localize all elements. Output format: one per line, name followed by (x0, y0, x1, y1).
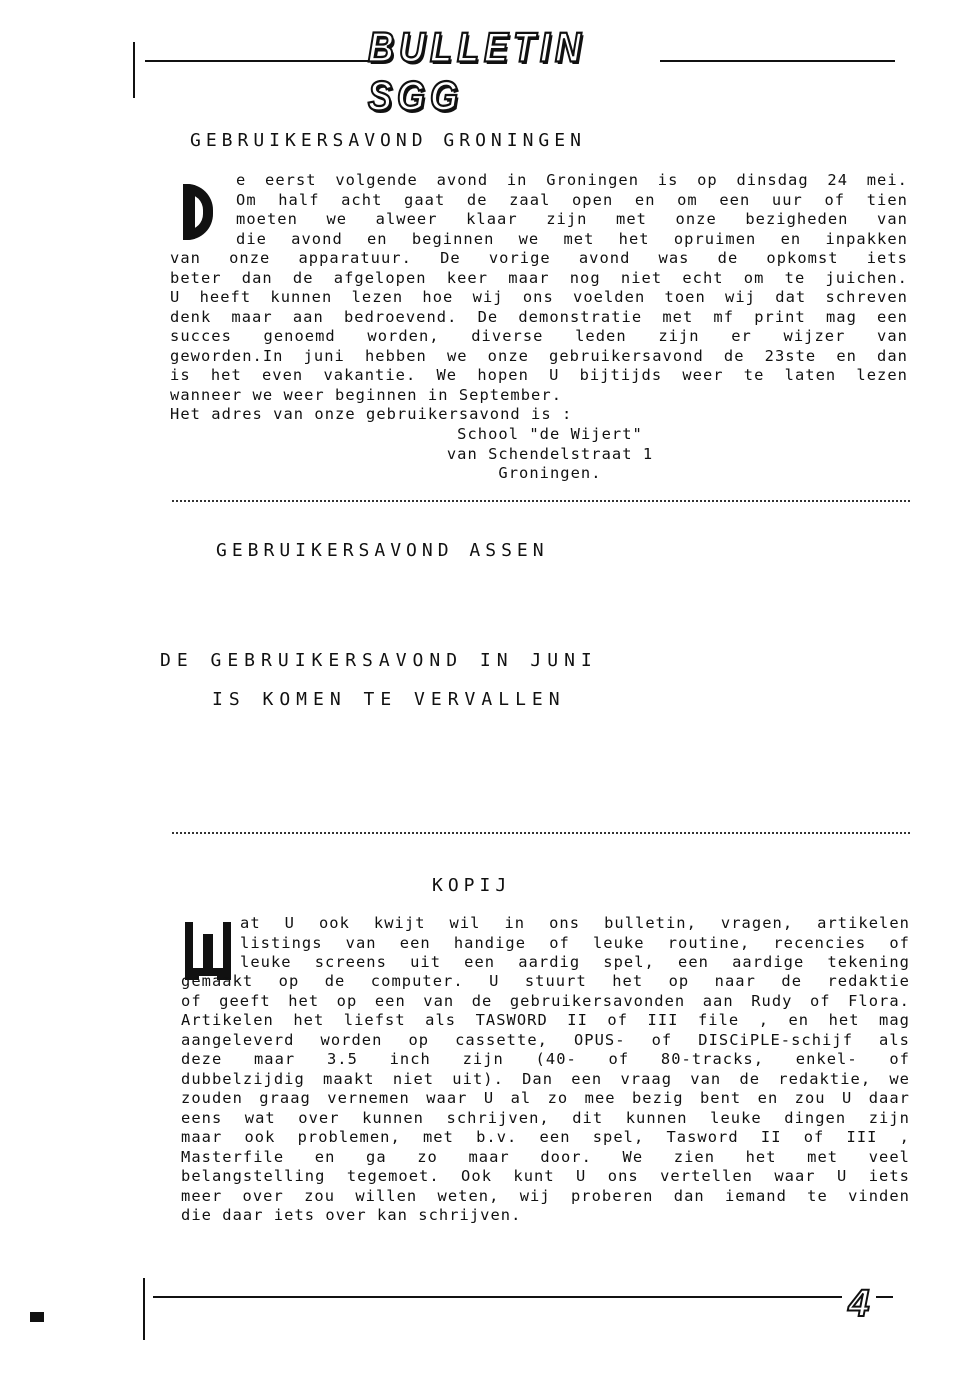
text-line: gemaakt op de computer. U stuurt het op naar de redaktie (181, 972, 910, 990)
text-line: Het adres van onze gebruikersavond is : (170, 405, 573, 423)
text-line: beter dan de afgelopen keer maar nog niet echt om te juichen. (170, 268, 908, 287)
text-line: deze maar 3.5 inch zijn (40- of 80-tracks, enkel- of (181, 1050, 910, 1068)
dropcap-d (183, 184, 213, 240)
footer-horizontal-rule (153, 1296, 893, 1298)
text-line: dubbelzijdig maakt niet uit). Dan een vraag van de redaktie, we (181, 1069, 910, 1088)
divider-2 (172, 832, 910, 834)
address-school: School "de Wijert" (457, 425, 643, 443)
text-line: Masterfile en ga zo maar door. We zien het met veel (181, 1147, 910, 1166)
page-number-box (842, 1282, 876, 1326)
address-street: van Schendelstraat 1 (446, 444, 654, 463)
groningen-body (170, 249, 908, 425)
text-line: geworden.In juni hebben we onze gebruikersavond de 23ste en dan (170, 346, 908, 365)
header-vertical-rule (133, 42, 135, 98)
text-line: of geeft het op een van de gebruikersavonden aan Rudy of Flora. (181, 991, 910, 1010)
heading-groningen: GEBRUIKERSAVOND GRONINGEN (190, 130, 586, 151)
heading-assen: GEBRUIKERSAVOND ASSEN (216, 540, 549, 561)
text-line: denk maar aan bedroevend. De demonstratie met mf print mag een (170, 307, 908, 326)
groningen-intro-lines (236, 171, 908, 249)
text-line: eens wat over kunnen schrijven, dit kunnen leuke dingen zijn (181, 1108, 910, 1127)
text-line: meer over zou willen weten, wij proberen dan iemand te vinden (181, 1186, 910, 1205)
text-line: aangeleverd worden op cassette, OPUS- of DISCiPLE-schijf als (181, 1030, 910, 1049)
bulletin-logo (368, 23, 660, 120)
text-line: maar ook problemen, met b.v. een spel, Tasword II of III , (181, 1128, 910, 1146)
text-line: belangstelling tegemoet. Ook kunt U ons vertellen waar U iets (181, 1167, 910, 1185)
binding-mark (30, 1312, 44, 1322)
text-line: Artikelen het liefst als TASWORD II of III file , en het mag (181, 1011, 910, 1029)
logo-text: BULLETIN SGG (368, 23, 586, 120)
text-line: is het even vakantie. We hopen U bijtijds weer te laten lezen (170, 366, 908, 384)
notice-line-2: IS KOMEN TE VERVALLEN (212, 689, 566, 710)
divider-1 (172, 500, 910, 502)
page-number: 4 (848, 1282, 870, 1325)
text-line: die daar iets over kan schrijven. (181, 1206, 522, 1224)
kopij-intro-lines (240, 914, 910, 973)
notice-line-1: DE GEBRUIKERSAVOND IN JUNI (160, 650, 598, 671)
heading-kopij: KOPIJ (432, 875, 512, 896)
text-line: at U ook kwijt wil in ons bulletin, vragen, artikelen (240, 914, 910, 932)
text-line: van onze apparatuur. De vorige avond was de opkomst iets (170, 249, 908, 267)
text-line: e eerst volgende avond in Groningen is op dinsdag 24 mei. (236, 171, 908, 189)
text-line: die avond en beginnen we met het opruimen en inpakken (236, 229, 908, 248)
text-line: zouden graag vernemen waar U al zo mee bezig bent en zou U daar (181, 1089, 910, 1107)
text-line: moeten we alweer klaar zijn met onze bezigheden van (236, 210, 908, 228)
footer-vertical-rule (143, 1278, 145, 1340)
text-line: wanneer we weer beginnen in September. (170, 385, 563, 404)
text-line: leuke screens uit een aardig spel, een aardige tekening (240, 953, 910, 971)
text-line: succes genoemd worden, diverse leden zijn er wijzer van (170, 327, 908, 345)
text-line: U heeft kunnen lezen hoe wij ons voelden toen wij dat schreven (170, 288, 908, 306)
address-city: Groningen. (498, 464, 602, 482)
address-block (400, 425, 700, 484)
text-line: Om half acht gaat de zaal open en om een uur of tien (236, 190, 908, 209)
kopij-body (181, 972, 910, 1226)
text-line: listings van een handige of leuke routine, recencies of (240, 933, 910, 952)
